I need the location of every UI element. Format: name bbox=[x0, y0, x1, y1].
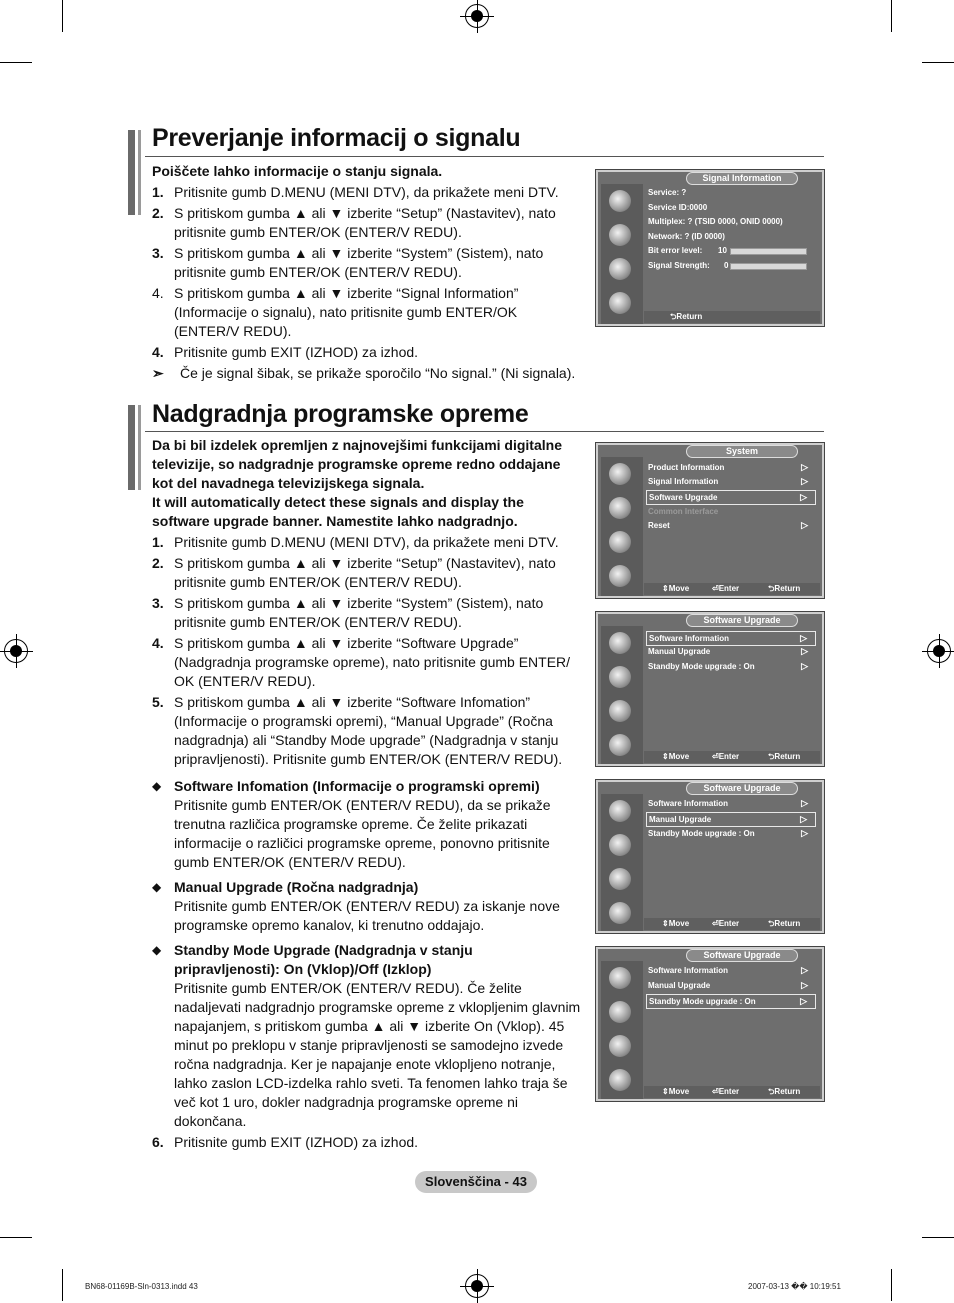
bullet-text: Pritisnite gumb ENTER/OK (ENTER/V REDU) za iskanje nove programske opremo kanalov, ki trenutno oddajajo. bbox=[174, 898, 560, 933]
step bbox=[152, 533, 582, 552]
info-row: Network: ? (ID 0000) bbox=[648, 232, 725, 241]
menu-item-manual-upgrade[interactable]: Manual Upgrade ▷ bbox=[648, 980, 808, 990]
bullet-text: Pritisnite gumb ENTER/OK (ENTER/V REDU), da se prikaže trenutna različica programske opreme. Če želite prikazati informacije o različici programske opreme, ponovno pritisnite gumb ENTER/OK (ENTER/V REDU). bbox=[174, 797, 551, 870]
menu-footer bbox=[644, 583, 820, 595]
crop-mark bbox=[62, 0, 63, 32]
diamond-icon: ◆ bbox=[152, 779, 162, 793]
channel-icon bbox=[609, 632, 631, 654]
step-number: 6. bbox=[152, 1134, 164, 1150]
interface-icon bbox=[609, 734, 631, 756]
step bbox=[152, 1133, 582, 1152]
return-hint[interactable]: ⮌ Return bbox=[768, 584, 801, 593]
crop-mark bbox=[922, 1237, 954, 1238]
section2-intro2: It will automatically detect these signals and display the software upgrade banner. Namestite lahko nadgradnjo. bbox=[152, 494, 524, 529]
step-text: Pritisnite gumb EXIT (IZHOD) za izhod. bbox=[174, 1134, 419, 1150]
menu-icon-column bbox=[601, 626, 643, 764]
menu-item-manual-upgrade[interactable]: Manual Upgrade ▷ bbox=[648, 646, 808, 656]
arrow-right-icon: ▷ bbox=[801, 980, 808, 990]
step bbox=[152, 634, 582, 691]
info-row: Service: ? bbox=[648, 188, 687, 197]
menu-item-software-information[interactable]: Software Information ▷ bbox=[648, 965, 808, 975]
section-bar bbox=[138, 130, 141, 215]
menu-icon-column bbox=[601, 961, 643, 1099]
ber-label: Bit error level: bbox=[648, 246, 703, 255]
arrow-right-icon: ▷ bbox=[801, 661, 808, 671]
arrow-right-icon: ▷ bbox=[801, 520, 808, 530]
menu-item-manual-upgrade[interactable]: Manual Upgrade ▷ bbox=[646, 812, 816, 827]
arrow-right-icon: ▷ bbox=[801, 462, 808, 472]
bullet-title: Software Infomation (Informacije o programski opremi) bbox=[174, 778, 540, 794]
setup-gear-icon[interactable] bbox=[609, 1035, 631, 1057]
section1-text bbox=[152, 162, 582, 385]
setup-gear-icon[interactable] bbox=[609, 868, 631, 890]
menu-item-standby-upgrade[interactable]: Standby Mode upgrade : On ▷ bbox=[648, 661, 808, 671]
step-text: S pritiskom gumba ▲ ali ▼ izberite “Software Upgrade” (Nadgradnja programske opreme), nato pritisnite gumb ENTER/ OK (ENTER/V REDU). bbox=[174, 635, 571, 689]
bullet bbox=[152, 941, 582, 1131]
arrow-right-icon: ▷ bbox=[801, 476, 808, 486]
step-number: 3. bbox=[152, 245, 164, 261]
info-row: Service ID:0000 bbox=[648, 203, 708, 212]
return-hint[interactable]: ⮌ Return bbox=[670, 312, 703, 321]
menu-item-reset[interactable]: Reset ▷ bbox=[648, 520, 808, 530]
menu-footer bbox=[644, 1086, 820, 1098]
footer-file-info: BN68-01169B-Sln-0313.indd 43 bbox=[85, 1282, 198, 1291]
strength-label: Signal Strength: bbox=[648, 261, 710, 270]
page-number-badge: Slovenščina - 43 bbox=[415, 1171, 537, 1193]
strength-bar bbox=[730, 263, 807, 270]
crop-mark bbox=[0, 62, 32, 63]
menu-item-signal-information[interactable]: Signal Information ▷ bbox=[648, 476, 808, 486]
registration-mark-icon bbox=[465, 1274, 489, 1298]
menu-footer bbox=[644, 751, 820, 763]
step-text: S pritiskom gumba ▲ ali ▼ izberite “System” (Sistem), nato pritisnite gumb ENTER/OK (ENTER/V REDU). bbox=[174, 595, 544, 630]
strength-value: 0 bbox=[724, 261, 729, 270]
guide-icon bbox=[609, 497, 631, 519]
enter-hint: ⏎ Enter bbox=[712, 1087, 740, 1096]
registration-mark-icon bbox=[4, 639, 28, 663]
move-hint: ⇕ Move bbox=[662, 1087, 690, 1096]
crop-mark bbox=[0, 1237, 32, 1238]
guide-icon bbox=[609, 666, 631, 688]
menu-title: Software Upgrade bbox=[686, 782, 798, 795]
diamond-icon: ◆ bbox=[152, 943, 162, 957]
menu-icon-column bbox=[601, 457, 643, 596]
step-text: S pritiskom gumba ▲ ali ▼ izberite “Setup” (Nastavitev), nato pritisnite gumb ENTER/OK (ENTER/V REDU). bbox=[174, 555, 556, 590]
return-hint[interactable]: ⮌ Return bbox=[768, 752, 801, 761]
step-text: Pritisnite gumb D.MENU (MENI DTV), da prikažete meni DTV. bbox=[174, 534, 559, 550]
info-row: Multiplex: ? (TSID 0000, ONID 0000) bbox=[648, 217, 783, 226]
menu-item-standby-upgrade[interactable]: Standby Mode upgrade : On ▷ bbox=[646, 994, 816, 1009]
software-upgrade-menu bbox=[595, 946, 825, 1102]
bullet-title: Standby Mode Upgrade (Nadgradnja v stanju pripravljenosti): On (Vklop)/Off (Izklop) bbox=[174, 942, 473, 977]
section-bar bbox=[138, 405, 141, 490]
footer-timestamp: 2007-03-13 �� 10:19:51 bbox=[748, 1282, 841, 1291]
arrow-right-icon: ▷ bbox=[801, 646, 808, 656]
ber-bar bbox=[730, 248, 807, 255]
step-number: 4. bbox=[152, 285, 164, 301]
step-number: 1. bbox=[152, 534, 164, 550]
section-bar bbox=[128, 130, 135, 215]
software-upgrade-menu bbox=[595, 611, 825, 767]
arrow-right-icon: ▷ bbox=[800, 814, 807, 824]
signal-info-menu bbox=[595, 169, 825, 327]
guide-icon bbox=[609, 834, 631, 856]
step-number: 2. bbox=[152, 555, 164, 571]
menu-icon-column bbox=[601, 794, 643, 931]
move-hint: ⇕ Move bbox=[662, 752, 690, 761]
return-hint[interactable]: ⮌ Return bbox=[768, 1087, 801, 1096]
menu-item-common-interface: Common Interface bbox=[648, 507, 719, 516]
step bbox=[152, 554, 582, 592]
setup-gear-icon[interactable] bbox=[609, 258, 631, 280]
step-text: S pritiskom gumba ▲ ali ▼ izberite “Setup” (Nastavitev), nato pritisnite gumb ENTER/OK (ENTER/V REDU). bbox=[174, 205, 556, 240]
diamond-icon: ◆ bbox=[152, 880, 162, 894]
guide-icon bbox=[609, 1001, 631, 1023]
step-number: 5. bbox=[152, 694, 164, 710]
arrow-right-icon: ▷ bbox=[800, 492, 807, 502]
interface-icon bbox=[609, 902, 631, 924]
menu-item-standby-upgrade[interactable]: Standby Mode upgrade : On ▷ bbox=[648, 828, 808, 838]
interface-icon bbox=[609, 565, 631, 587]
bullet bbox=[152, 878, 582, 935]
step bbox=[152, 244, 582, 282]
bullet-text: Pritisnite gumb ENTER/OK (ENTER/V REDU). Če želite nadaljevati nadgradnjo programske opreme z vklopljenim glavnim napajanjem, s pritiskom gumba ▲ ali ▼ izberite On (Vklop). 45 minut po preklopu v stanje pripravljenosti se samodejno izvede ročna nadgradnja. Ker je napajanje enote vklopljeno notranje, lahko zaslon LCD-izdelka rahlo sveti. Ta fenomen lahko traja še več kot 1 uro, dokler nadgradnja programske opreme ni dokončana. bbox=[174, 980, 581, 1129]
menu-item-software-information[interactable]: Software Information ▷ bbox=[646, 631, 816, 646]
arrow-right-icon: ▷ bbox=[801, 965, 808, 975]
channel-icon bbox=[609, 967, 631, 989]
crop-mark bbox=[891, 1269, 892, 1301]
menu-item-software-information[interactable]: Software Information ▷ bbox=[648, 798, 808, 808]
setup-gear-icon[interactable] bbox=[609, 531, 631, 553]
registration-mark-icon bbox=[927, 639, 951, 663]
arrow-right-icon: ▷ bbox=[800, 996, 807, 1006]
arrow-right-icon: ▷ bbox=[800, 633, 807, 643]
menu-item-software-upgrade[interactable]: Software Upgrade ▷ bbox=[646, 490, 816, 505]
step-number: 3. bbox=[152, 595, 164, 611]
move-hint: ⇕ Move bbox=[662, 584, 690, 593]
step bbox=[152, 284, 582, 341]
menu-title: Software Upgrade bbox=[686, 614, 798, 627]
enter-hint: ⏎ Enter bbox=[712, 584, 740, 593]
note bbox=[152, 364, 582, 383]
menu-title: Software Upgrade bbox=[686, 949, 798, 962]
note-text: Če je signal šibak, se prikaže sporočilo “No signal.” (Ni signala). bbox=[180, 365, 576, 381]
note-arrow-icon: ➣ bbox=[152, 365, 164, 381]
setup-gear-icon[interactable] bbox=[609, 700, 631, 722]
menu-title: Signal Information bbox=[686, 172, 798, 185]
bullet bbox=[152, 777, 582, 872]
title-rule bbox=[145, 156, 824, 157]
menu-footer bbox=[644, 918, 820, 930]
step-text: Pritisnite gumb D.MENU (MENI DTV), da prikažete meni DTV. bbox=[174, 184, 559, 200]
step bbox=[152, 183, 582, 202]
guide-icon bbox=[609, 224, 631, 246]
software-upgrade-menu bbox=[595, 779, 825, 934]
channel-icon bbox=[609, 800, 631, 822]
menu-footer bbox=[644, 311, 820, 323]
step-text: S pritiskom gumba ▲ ali ▼ izberite “System” (Sistem), nato pritisnite gumb ENTER/OK (ENTER/V REDU). bbox=[174, 245, 544, 280]
interface-icon bbox=[609, 292, 631, 314]
return-hint[interactable]: ⮌ Return bbox=[768, 919, 801, 928]
step-number: 4. bbox=[152, 344, 164, 360]
section-bar bbox=[128, 405, 135, 490]
step bbox=[152, 343, 582, 362]
section1-intro: Poiščete lahko informacije o stanju signala. bbox=[152, 163, 443, 179]
step-number: 4. bbox=[152, 635, 164, 651]
channel-icon bbox=[609, 463, 631, 485]
step-number: 2. bbox=[152, 205, 164, 221]
move-hint: ⇕ Move bbox=[662, 919, 690, 928]
menu-icon-column bbox=[601, 184, 643, 324]
interface-icon bbox=[609, 1069, 631, 1091]
ber-value: 10 bbox=[718, 246, 727, 255]
crop-mark bbox=[922, 62, 954, 63]
registration-mark-icon bbox=[465, 4, 489, 28]
step bbox=[152, 693, 582, 769]
step-number: 1. bbox=[152, 184, 164, 200]
enter-hint: ⏎ Enter bbox=[712, 752, 740, 761]
channel-icon bbox=[609, 190, 631, 212]
section2-title: Nadgradnja programske opreme bbox=[152, 400, 529, 428]
crop-mark bbox=[891, 0, 892, 32]
menu-title: System bbox=[686, 445, 798, 458]
section2-intro: Da bi bil izdelek opremljen z najnovejšimi funkcijami digitalne televizije, so nadgradnje programske opreme redno oddajane kot del navadnega televizijskega signala. bbox=[152, 437, 562, 491]
section1-title: Preverjanje informacij o signalu bbox=[152, 124, 521, 152]
step bbox=[152, 204, 582, 242]
title-rule bbox=[145, 431, 824, 432]
bullet-title: Manual Upgrade (Ročna nadgradnja) bbox=[174, 879, 419, 895]
step-text: S pritiskom gumba ▲ ali ▼ izberite “Software Infomation” (Informacije o programski opremi), “Manual Upgrade” (Ročna nadgradnja) ali “Standby Mode upgrade” (Nadgradnja v stanju pripravljenosti). Pritisnite gumb ENTER/OK (ENTER/V REDU). bbox=[174, 694, 563, 767]
step bbox=[152, 594, 582, 632]
crop-mark bbox=[62, 1269, 63, 1301]
arrow-right-icon: ▷ bbox=[801, 828, 808, 838]
step-text: S pritiskom gumba ▲ ali ▼ izberite “Signal Information” (Informacije o signalu), nato pritisnite gumb ENTER/OK (ENTER/V REDU). bbox=[174, 285, 519, 339]
section2-text bbox=[152, 436, 582, 1154]
system-menu bbox=[595, 442, 825, 599]
menu-item-product-information[interactable]: Product Information ▷ bbox=[648, 462, 808, 472]
enter-hint: ⏎ Enter bbox=[712, 919, 740, 928]
step-text: Pritisnite gumb EXIT (IZHOD) za izhod. bbox=[174, 344, 419, 360]
arrow-right-icon: ▷ bbox=[801, 798, 808, 808]
